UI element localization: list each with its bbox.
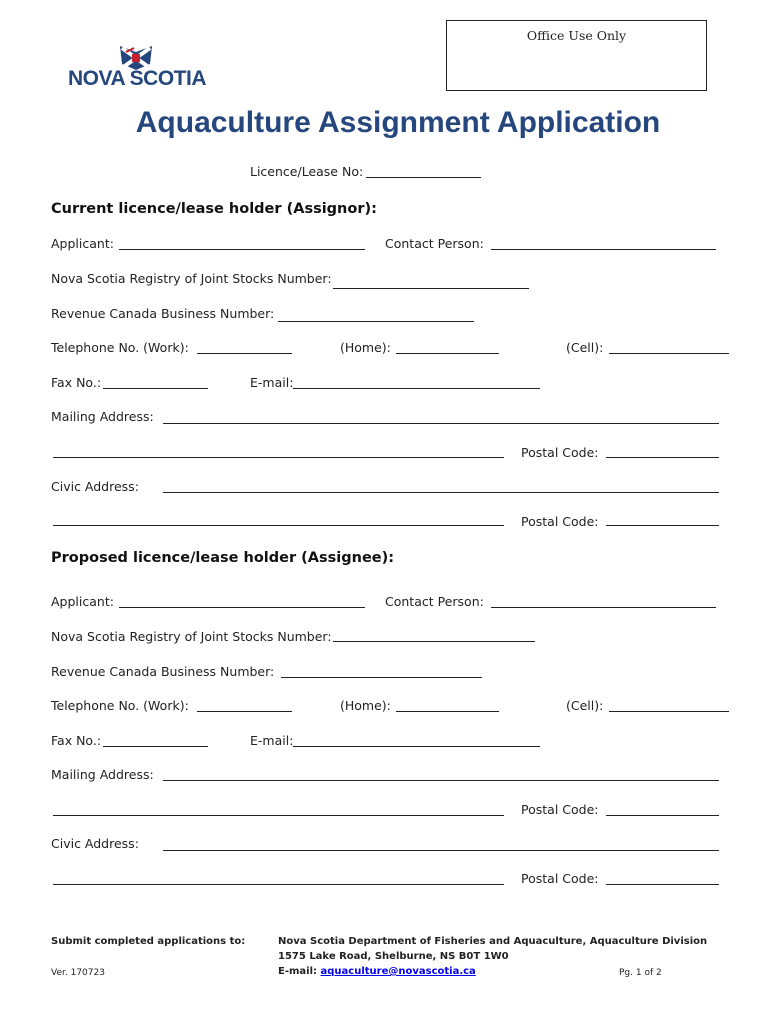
assignor-postal-field-1[interactable]: [606, 457, 719, 458]
licence-no-label: Licence/Lease No:: [250, 164, 364, 179]
assignor-contact-field[interactable]: [491, 249, 716, 250]
office-use-box: [446, 20, 707, 91]
assignee-home-label: (Home):: [340, 698, 391, 713]
department-address: 1575 Lake Road, Shelburne, NS B0T 1W0: [278, 951, 509, 962]
assignee-cell-label: (Cell):: [566, 698, 604, 713]
assignee-postal-field-2[interactable]: [606, 884, 719, 885]
assignee-revenue-label: Revenue Canada Business Number:: [51, 664, 275, 679]
assignee-email-label: E-mail:: [250, 733, 294, 748]
email-link[interactable]: aquaculture@novascotia.ca: [320, 966, 476, 977]
assignee-applicant-label: Applicant:: [51, 594, 114, 609]
assignor-fax-label: Fax No.:: [51, 375, 102, 390]
assignee-mailing-field[interactable]: [163, 780, 719, 781]
assignee-postal-label-1: Postal Code:: [521, 802, 599, 817]
assignee-home-field[interactable]: [396, 711, 499, 712]
assignor-cell-field[interactable]: [609, 353, 729, 354]
assignor-home-field[interactable]: [396, 353, 499, 354]
assignee-civic-label: Civic Address:: [51, 836, 139, 851]
assignor-email-label: E-mail:: [250, 375, 294, 390]
version-label: Ver. 170723: [51, 968, 105, 978]
assignor-mailing-field-2[interactable]: [53, 457, 504, 458]
assignee-applicant-field[interactable]: [119, 607, 365, 608]
assignor-mailing-field[interactable]: [163, 423, 719, 424]
assignor-tel-work-label: Telephone No. (Work):: [51, 340, 189, 355]
assignor-mailing-label: Mailing Address:: [51, 409, 154, 424]
assignor-heading: Current licence/lease holder (Assignor):: [51, 201, 377, 217]
assignor-postal-label-1: Postal Code:: [521, 445, 599, 460]
assignor-postal-field-2[interactable]: [606, 525, 719, 526]
assignee-fax-field[interactable]: [103, 746, 208, 747]
assignor-tel-work-field[interactable]: [197, 353, 292, 354]
assignee-mailing-label: Mailing Address:: [51, 767, 154, 782]
page-title: Aquaculture Assignment Application: [135, 106, 661, 139]
department-email-line: [278, 964, 476, 979]
office-use-label: Office Use Only: [526, 28, 627, 43]
assignor-contact-label: Contact Person:: [385, 236, 484, 251]
assignor-registry-field[interactable]: [333, 288, 529, 289]
assignor-registry-label: Nova Scotia Registry of Joint Stocks Number:: [51, 271, 332, 286]
assignee-cell-field[interactable]: [609, 711, 729, 712]
assignor-fax-field[interactable]: [103, 388, 208, 389]
assignee-mailing-field-2[interactable]: [53, 815, 504, 816]
assignee-postal-label-2: Postal Code:: [521, 871, 599, 886]
assignee-civic-field[interactable]: [163, 850, 719, 851]
assignor-applicant-label: Applicant:: [51, 236, 114, 251]
page-number: Pg. 1 of 2: [619, 968, 662, 978]
assignor-applicant-field[interactable]: [119, 249, 365, 250]
assignee-postal-field-1[interactable]: [606, 815, 719, 816]
assignee-tel-work-field[interactable]: [197, 711, 292, 712]
assignor-home-label: (Home):: [340, 340, 391, 355]
assignee-registry-label: Nova Scotia Registry of Joint Stocks Number:: [51, 629, 332, 644]
assignor-revenue-label: Revenue Canada Business Number:: [51, 306, 275, 321]
assignee-fax-label: Fax No.:: [51, 733, 102, 748]
assignor-postal-label-2: Postal Code:: [521, 514, 599, 529]
department-name: Nova Scotia Department of Fisheries and Aquaculture, Aquaculture Division: [278, 936, 708, 947]
assignee-heading: Proposed licence/lease holder (Assignee):: [51, 550, 395, 566]
assignee-tel-work-label: Telephone No. (Work):: [51, 698, 189, 713]
email-label: E-mail:: [278, 966, 318, 977]
assignee-contact-field[interactable]: [491, 607, 716, 608]
assignor-civic-field-2[interactable]: [53, 525, 504, 526]
assignor-cell-label: (Cell):: [566, 340, 604, 355]
assignee-contact-label: Contact Person:: [385, 594, 484, 609]
assignee-email-field[interactable]: [293, 746, 540, 747]
flag-shield: [132, 54, 140, 62]
assignor-civic-label: Civic Address:: [51, 479, 139, 494]
assignee-registry-field[interactable]: [333, 641, 535, 642]
assignor-email-field[interactable]: [293, 388, 540, 389]
logo-text: NOVA SCOTIA: [68, 67, 207, 90]
licence-no-field[interactable]: [366, 177, 481, 178]
nova-scotia-logo: [66, 42, 226, 94]
assignee-revenue-field[interactable]: [281, 677, 482, 678]
submit-label: Submit completed applications to:: [51, 936, 246, 947]
assignor-civic-field[interactable]: [163, 492, 719, 493]
assignor-revenue-field[interactable]: [278, 321, 474, 322]
assignee-civic-field-2[interactable]: [53, 884, 504, 885]
